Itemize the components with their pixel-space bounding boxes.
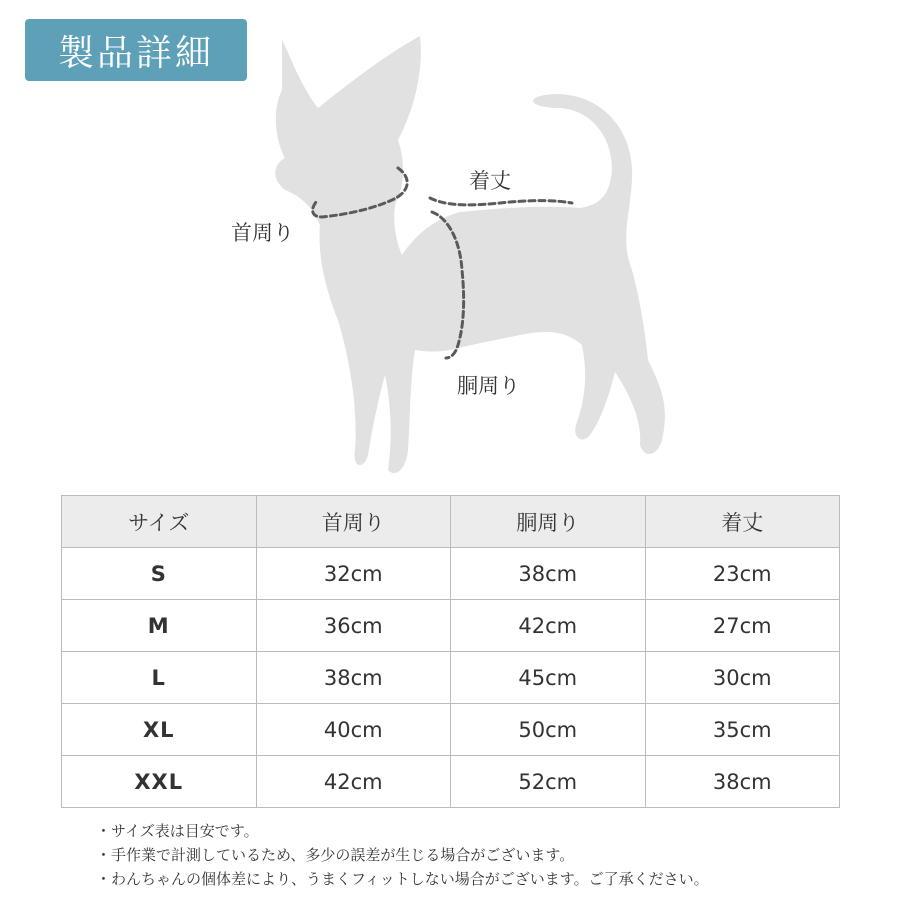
chest-cell: 52cm: [451, 756, 646, 808]
neck-cell: 36cm: [256, 600, 451, 652]
length-label: 着丈: [469, 169, 511, 193]
table-header-row: [62, 496, 840, 548]
size-cell: XL: [62, 704, 257, 756]
chest-cell: 38cm: [451, 548, 646, 600]
note-item: ・サイズ表は目安です。: [96, 822, 259, 840]
header-size: サイズ: [62, 496, 257, 548]
length-cell: 38cm: [645, 756, 840, 808]
chest-label: 胴周り: [457, 374, 520, 398]
size-cell: M: [62, 600, 257, 652]
chest-cell: 50cm: [451, 704, 646, 756]
table-row: [62, 548, 840, 600]
chest-cell: 45cm: [451, 652, 646, 704]
neck-cell: 32cm: [256, 548, 451, 600]
neck-cell: 40cm: [256, 704, 451, 756]
header-chest: 胴周り: [451, 496, 646, 548]
table-row: [62, 652, 840, 704]
chest-cell: 42cm: [451, 600, 646, 652]
length-cell: 35cm: [645, 704, 840, 756]
size-cell: L: [62, 652, 257, 704]
note-item: ・手作業で計測しているため、多少の誤差が生じる場合がございます。: [96, 846, 575, 864]
size-cell: XXL: [62, 756, 257, 808]
neck-cell: 38cm: [256, 652, 451, 704]
table-row: [62, 600, 840, 652]
neck-label: 首周り: [231, 221, 294, 245]
length-cell: 27cm: [645, 600, 840, 652]
note-item: ・わんちゃんの個体差により、うまくフィットしない場合がございます。ご了承ください。: [96, 870, 709, 888]
page-title: 製品詳細: [25, 19, 247, 81]
header-length: 着丈: [645, 496, 840, 548]
table-row: [62, 756, 840, 808]
size-cell: S: [62, 548, 257, 600]
size-table: [61, 495, 840, 808]
length-cell: 23cm: [645, 548, 840, 600]
table-row: [62, 704, 840, 756]
length-cell: 30cm: [645, 652, 840, 704]
header-neck: 首周り: [256, 496, 451, 548]
neck-cell: 42cm: [256, 756, 451, 808]
notes: [96, 819, 709, 891]
